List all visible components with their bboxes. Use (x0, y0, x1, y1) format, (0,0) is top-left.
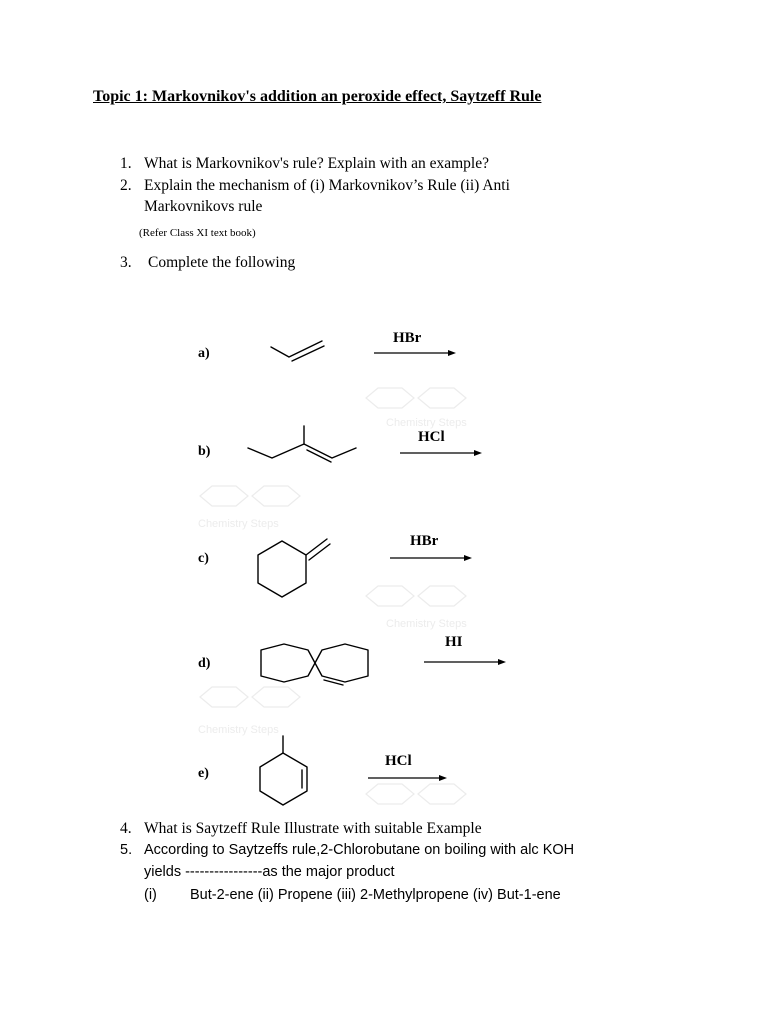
question-5-continued: yields ----------------as the major product (144, 864, 395, 880)
reference-note: (Refer Class XI text book) (139, 227, 256, 239)
reaction-arrow-c (390, 555, 472, 561)
question-number: 5. (120, 842, 133, 858)
reagent-a: HBr (393, 330, 422, 346)
svg-text:Chemistry Steps: Chemistry Steps (386, 417, 467, 429)
question-number: 3. (120, 254, 132, 271)
reaction-label-b: b) (198, 444, 211, 459)
structure-methylcyclohexene (260, 736, 307, 805)
answer-options (144, 887, 561, 903)
page-title: Topic 1: Markovnikov's addition an peroxide effect, Saytzeff Rule (93, 88, 542, 105)
question-number: 4. (120, 820, 132, 837)
reaction-label-e: e) (198, 766, 209, 781)
reaction-arrow-b (400, 450, 482, 456)
reaction-label-c: c) (198, 551, 209, 566)
reaction-arrow-d (424, 659, 506, 665)
structure-methylenecyclohexane (258, 539, 330, 597)
structure-methylpentene (248, 426, 356, 462)
question-5 (120, 842, 574, 858)
watermark-text (198, 417, 467, 736)
svg-text:Chemistry Steps: Chemistry Steps (386, 618, 467, 630)
option-number: (i) (144, 887, 157, 903)
question-text: According to Saytzeffs rule,2-Chlorobutane on boiling with alc KOH (144, 842, 575, 858)
watermark-logos (200, 388, 466, 804)
question-2-continued: Markovnikovs rule (144, 198, 263, 215)
question-text: What is Markovnikov's rule? Explain with an example? (144, 155, 489, 172)
question-text: Complete the following (148, 254, 296, 271)
reaction-arrow-a (374, 350, 456, 356)
question-4 (120, 820, 482, 838)
structure-propene (271, 341, 324, 361)
reaction-label-a: a) (198, 346, 210, 361)
question-number: 1. (120, 155, 132, 172)
question-text: Explain the mechanism of (i) Markovnikov’s Rule (ii) Anti (144, 177, 510, 194)
reagent-e: HCl (385, 753, 412, 769)
reaction-arrow-e (368, 775, 447, 781)
question-text: What is Saytzeff Rule Illustrate with suitable Example (144, 820, 482, 837)
option-list: But-2-ene (ii) Propene (iii) 2-Methylpropene (iv) But-1-ene (190, 887, 561, 903)
svg-text:Chemistry Steps: Chemistry Steps (198, 518, 279, 530)
structure-octahydronaphthalene (261, 644, 368, 685)
reagent-b: HCl (418, 429, 445, 445)
reagent-d: HI (445, 634, 463, 650)
question-number: 2. (120, 177, 132, 194)
svg-text:Chemistry Steps: Chemistry Steps (198, 724, 279, 736)
reaction-label-d: d) (198, 656, 211, 671)
reagent-c: HBr (410, 533, 439, 549)
